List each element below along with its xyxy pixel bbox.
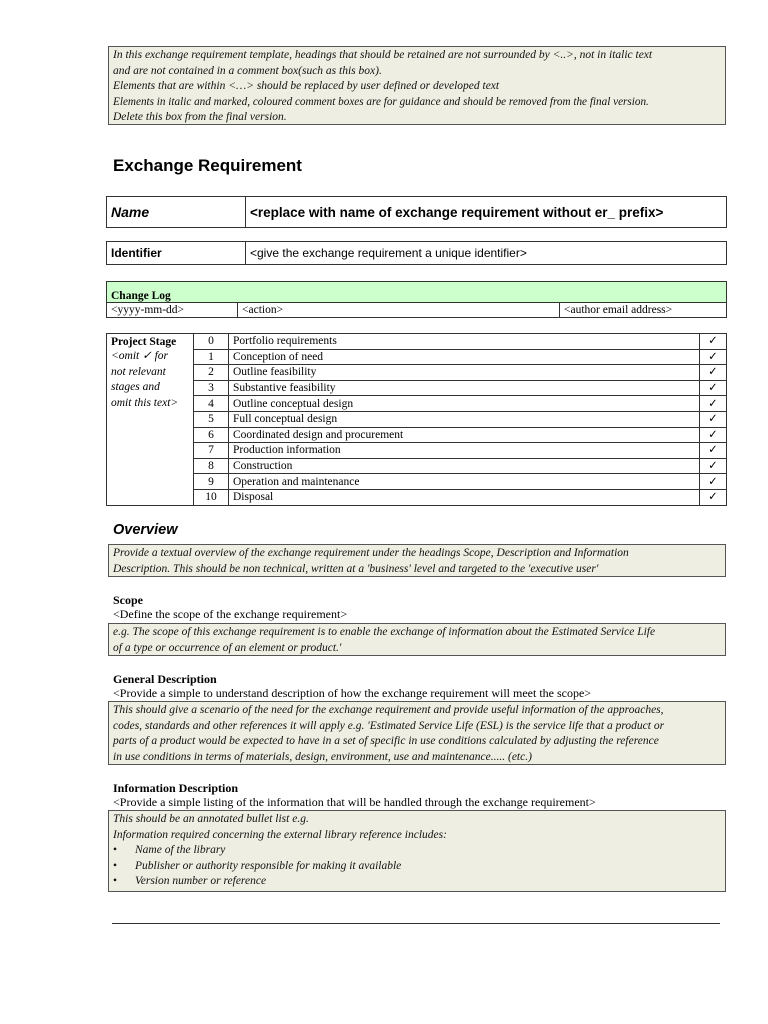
information-description-box bbox=[108, 810, 726, 892]
overview-line: Description. This should be non technical, written at a 'business' level and targeted to the 'executive user' bbox=[113, 562, 599, 575]
check-icon[interactable]: ✓ bbox=[700, 427, 727, 443]
project-stage-note: stages and bbox=[111, 381, 160, 393]
information-description-line: This should be an annotated bullet list e.g. bbox=[113, 813, 309, 825]
check-icon[interactable]: ✓ bbox=[700, 411, 727, 427]
overview-box bbox=[108, 544, 726, 577]
stage-number: 2 bbox=[194, 365, 229, 381]
stage-name: Full conceptual design bbox=[229, 411, 700, 427]
list-item bbox=[113, 859, 721, 875]
stage-name: Coordinated design and procurement bbox=[229, 427, 700, 443]
project-stage-table bbox=[106, 333, 727, 506]
name-table bbox=[106, 196, 727, 228]
change-log-table bbox=[106, 281, 727, 318]
project-stage-note: not relevant bbox=[111, 365, 166, 378]
check-icon[interactable]: ✓ bbox=[700, 349, 727, 365]
list-item-text: Name of the library bbox=[135, 844, 226, 856]
stage-name: Production information bbox=[229, 443, 700, 459]
general-description-heading: General Description bbox=[113, 672, 217, 686]
identifier-value: <give the exchange requirement a unique identifier> bbox=[246, 242, 727, 265]
guidance-line: and are not contained in a comment box(such as this box). bbox=[113, 64, 382, 77]
project-stage-note: <omit ✓ for bbox=[111, 350, 169, 362]
general-description-line: in use conditions in terms of materials, design, environment, use and maintenance..... (etc.) bbox=[113, 750, 532, 763]
scope-heading: Scope bbox=[113, 593, 143, 607]
scope-line: of a type or occurrence of an element or product.' bbox=[113, 641, 342, 654]
general-description-line: This should give a scenario of the need for the exchange requirement and provide useful information of the approaches, bbox=[113, 704, 664, 716]
stage-number: 9 bbox=[194, 474, 229, 490]
information-description-heading: Information Description bbox=[113, 781, 238, 795]
stage-name: Outline feasibility bbox=[229, 365, 700, 381]
name-value: <replace with name of exchange requirement without er_ prefix> bbox=[246, 197, 727, 228]
change-log-author: <author email address> bbox=[560, 303, 727, 318]
identifier-table bbox=[106, 241, 727, 265]
check-icon[interactable]: ✓ bbox=[700, 474, 727, 490]
scope-line: e.g. The scope of this exchange requirement is to enable the exchange of information about the Estimated Service Life bbox=[113, 626, 656, 638]
stage-name: Portfolio requirements bbox=[229, 334, 700, 350]
bullet-icon: • bbox=[113, 875, 118, 887]
stage-name: Conception of need bbox=[229, 349, 700, 365]
list-item bbox=[113, 843, 721, 859]
page-title: Exchange Requirement bbox=[113, 156, 302, 175]
guidance-line: In this exchange requirement template, headings that should be retained are not surrounded by <..>, not in italic text bbox=[113, 49, 653, 61]
stage-number: 7 bbox=[194, 443, 229, 459]
project-stage-note: omit this text> bbox=[111, 396, 179, 409]
check-icon[interactable]: ✓ bbox=[700, 458, 727, 474]
check-icon[interactable]: ✓ bbox=[700, 443, 727, 459]
scope-box bbox=[108, 623, 726, 656]
general-description-line: parts of a product would be expected to have in a set of specific in use conditions calculated by adjusting the reference bbox=[113, 735, 659, 747]
scope-instruction: <Define the scope of the exchange requirement> bbox=[113, 607, 348, 621]
bullet-icon: • bbox=[113, 859, 118, 872]
identifier-label: Identifier bbox=[107, 242, 246, 265]
check-icon[interactable]: ✓ bbox=[700, 396, 727, 412]
stage-number: 8 bbox=[194, 458, 229, 474]
general-description-box bbox=[108, 701, 726, 765]
list-item-text: Publisher or authority responsible for making it available bbox=[135, 859, 402, 872]
list-item-text: Version number or reference bbox=[135, 875, 267, 887]
stage-number: 0 bbox=[194, 334, 229, 350]
bullet-icon: • bbox=[113, 844, 118, 856]
guidance-box bbox=[108, 46, 726, 125]
stage-number: 3 bbox=[194, 380, 229, 396]
list-item bbox=[113, 874, 721, 890]
information-description-line: Information required concerning the external library reference includes: bbox=[113, 828, 447, 841]
general-description-line: codes, standards and other references it will apply e.g. 'Estimated Service Life (ESL) is the service life that a product or bbox=[113, 719, 665, 732]
stage-number: 5 bbox=[194, 411, 229, 427]
project-stage-label: Project Stage bbox=[111, 336, 177, 348]
change-log-action: <action> bbox=[238, 303, 560, 318]
general-description-instruction: <Provide a simple to understand description of how the exchange requirement will meet the scope> bbox=[113, 686, 592, 700]
check-icon[interactable]: ✓ bbox=[700, 365, 727, 381]
footer-divider bbox=[112, 923, 720, 924]
stage-name: Disposal bbox=[229, 489, 700, 505]
information-description-instruction: <Provide a simple listing of the information that will be handled through the exchange requirement> bbox=[113, 795, 596, 809]
check-icon[interactable]: ✓ bbox=[700, 380, 727, 396]
check-icon[interactable]: ✓ bbox=[700, 489, 727, 505]
overview-line: Provide a textual overview of the exchange requirement under the headings Scope, Description and Information bbox=[113, 547, 629, 559]
stage-name: Operation and maintenance bbox=[229, 474, 700, 490]
guidance-line: Elements in italic and marked, coloured comment boxes are for guidance and should be removed from the final version. bbox=[113, 95, 649, 108]
change-log-header: Change Log bbox=[107, 282, 727, 303]
guidance-line: Delete this box from the final version. bbox=[113, 111, 287, 123]
guidance-line: Elements that are within <…> should be replaced by user defined or developed text bbox=[113, 80, 500, 92]
stage-name: Construction bbox=[229, 458, 700, 474]
stage-name: Substantive feasibility bbox=[229, 380, 700, 396]
project-stage-label-cell bbox=[107, 334, 194, 506]
stage-number: 1 bbox=[194, 349, 229, 365]
stage-number: 6 bbox=[194, 427, 229, 443]
stage-name: Outline conceptual design bbox=[229, 396, 700, 412]
stage-number: 4 bbox=[194, 396, 229, 412]
stage-number: 10 bbox=[194, 489, 229, 505]
overview-heading: Overview bbox=[113, 522, 178, 538]
check-icon[interactable]: ✓ bbox=[700, 334, 727, 350]
name-label: Name bbox=[107, 197, 246, 228]
change-log-date: <yyyy-mm-dd> bbox=[107, 303, 238, 318]
